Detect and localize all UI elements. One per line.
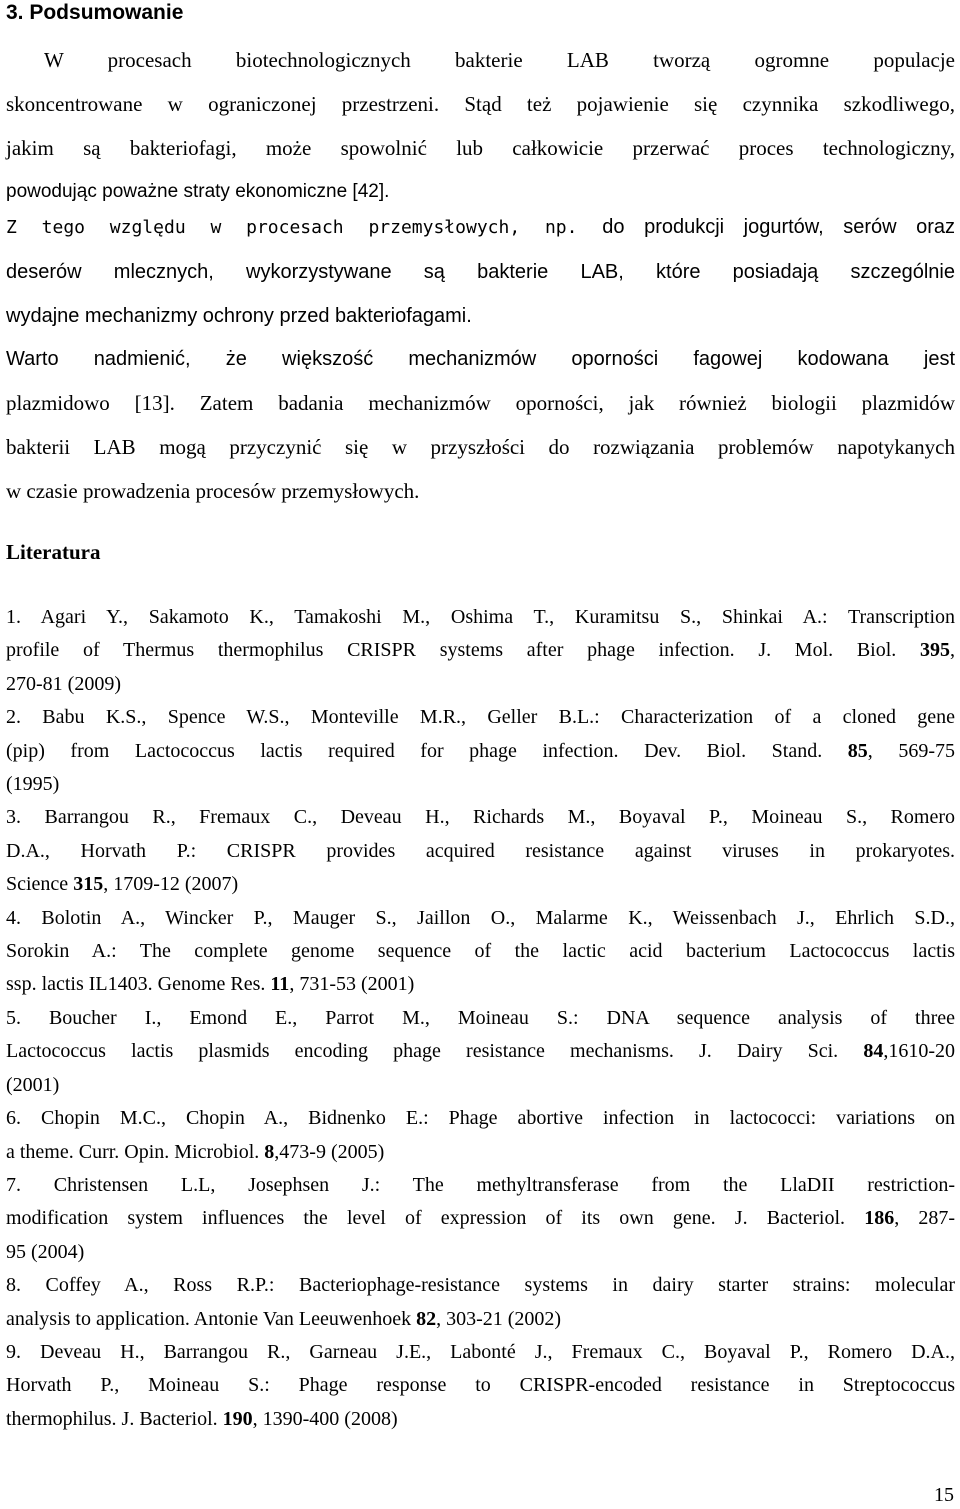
reference-line [6,801,955,834]
reference-volume: 8 [264,1140,275,1163]
reference-text: analysis to application. Antonie Van Leeuwenhoek [6,1307,417,1330]
reference-item [6,1102,955,1169]
reference-text: ,473-9 (2005) [274,1140,385,1163]
reference-text: 9. Deveau H., Barrangou R., Garneau J.E., Labonté J., Fremaux C., Boyaval P., Romero D.A., [6,1340,955,1363]
reference-line [6,935,955,968]
reference-volume: 84 [863,1040,884,1063]
reference-line [6,868,955,901]
reference-volume: 315 [73,873,104,896]
reference-text: D.A., Horvath P.: CRISPR provides acquired resistance against viruses in prokaryotes. [6,839,955,862]
reference-line [6,668,955,701]
paragraph-line: w czasie prowadzenia procesów przemysłowych. [6,479,420,503]
reference-text: (1995) [6,773,60,796]
reference-line [6,1169,955,1202]
reference-text: (pip) from Lactococcus lactis required for phage infection. Dev. Biol. Stand. [6,739,848,762]
reference-text: 8. Coffey A., Ross R.P.: Bacteriophage-resistance systems in dairy starter strains: molecular [6,1274,955,1297]
reference-line [6,1069,955,1102]
reference-line [6,835,955,868]
reference-text: thermophilus. J. Bacteriol. [6,1407,223,1430]
reference-text: 270-81 (2009) [6,672,121,695]
reference-line [6,1403,955,1436]
reference-text: 6. Chopin M.C., Chopin A., Bidnenko E.: Phage abortive infection in lactococci: variations on [6,1107,955,1130]
reference-text: , 1390-400 (2008) [252,1407,398,1430]
reference-text: modification system influences the level of expression of its own gene. J. Bacteriol. [6,1207,865,1230]
reference-item [6,1269,955,1336]
reference-text: Sorokin A.: The complete genome sequence of the lactic acid bacterium Lactococcus lactis [6,940,955,963]
paragraph-line: skoncentrowane w ograniczonej przestrzeni. Stąd też pojawienie się czynnika szkodliwego, [6,92,955,116]
paragraph-line: deserów mlecznych, wykorzystywane są bakterie LAB, które posiadają szczególnie [6,261,955,283]
paragraph-line: Warto nadmienić, że większość mechanizmów oporności fagowej kodowana jest [6,348,955,370]
reference-volume: 11 [270,973,290,996]
paragraph-line-mono: Z tego względu w procesach przemysłowych, np. [6,217,603,238]
reference-volume: 82 [416,1307,437,1330]
reference-line [6,1202,955,1235]
paragraph-line: W procesach biotechnologicznych bakterie LAB tworzą ogromne populacje [44,48,955,72]
reference-text: , 287- [894,1207,955,1230]
reference-text: 3. Barrangou R., Fremaux C., Deveau H., Richards M., Boyaval P., Moineau S., Romero [6,806,955,829]
reference-volume: 395 [920,639,950,662]
reference-line [6,902,955,935]
reference-list [6,601,955,1436]
reference-line [6,735,955,768]
reference-line [6,1236,955,1269]
paragraph-line: wydajne mechanizmy ochrony przed bakteriofagami. [6,305,472,327]
reference-line [6,701,955,734]
reference-volume: 186 [864,1207,895,1230]
reference-text: 7. Christensen L.L, Josephsen J.: The methyltransferase from the LlaDII restriction- [6,1173,955,1196]
reference-text: 95 (2004) [6,1240,85,1263]
reference-text: 2. Babu K.S., Spence W.S., Monteville M.R., Geller B.L.: Characterization of a cloned gene [6,706,955,729]
reference-text: profile of Thermus thermophilus CRISPR systems after phage infection. J. Mol. Biol. [6,639,920,662]
reference-text: a theme. Curr. Opin. Microbiol. [6,1140,265,1163]
paragraph-summary [6,38,955,214]
reference-line [6,634,955,667]
paragraph-line: plazmidowo [13]. Zatem badania mechanizmów oporności, jak również biologii plazmidów [6,391,955,415]
reference-item [6,701,955,801]
reference-text: ,1610-20 [883,1040,955,1063]
reference-item [6,1336,955,1436]
reference-line [6,968,955,1001]
reference-text: 4. Bolotin A., Wincker P., Mauger S., Jaillon O., Malarme K., Weissenbach J., Ehrlich S.D., [6,906,955,929]
page-number: 15 [934,1484,954,1506]
reference-text: 1. Agari Y., Sakamoto K., Tamakoshi M., Oshima T., Kuramitsu S., Shinkai A.: Transcription [6,606,955,628]
literature-heading: Literatura [6,540,101,564]
reference-text: , 731-53 (2001) [289,973,415,996]
reference-text: Science [6,873,74,896]
paragraph-line [6,205,955,250]
paragraph-line-rest: do produkcji jogurtów, serów oraz [602,216,955,238]
paragraph-line: jakim są bakteriofagi, może spowolnić lub całkowicie przerwać proces technologiczny, [6,136,955,160]
reference-text: , 303-21 (2002) [436,1307,562,1330]
reference-text: Lactococcus lactis plasmids encoding phage resistance mechanisms. J. Dairy Sci. [6,1040,864,1063]
reference-line [6,601,955,634]
reference-line [6,1303,955,1336]
paragraph-line: bakterii LAB mogą przyczynić się w przyszłości do rozwiązania problemów napotykanych [6,435,955,459]
reference-line [6,1035,955,1068]
reference-line [6,1269,955,1302]
reference-text: , 569-75 [867,739,955,762]
reference-text: Horvath P., Moineau S.: Phage response to CRISPR-encoded resistance in Streptococcus [6,1374,955,1397]
reference-line [6,1002,955,1035]
paragraph-line: powodując poważne straty ekonomiczne [42]. [6,181,390,202]
section-heading: 3. Podsumowanie [6,1,184,24]
reference-item [6,902,955,1002]
reference-text: ssp. lactis IL1403. Genome Res. [6,973,271,996]
reference-text: 5. Boucher I., Emond E., Parrot M., Moineau S.: DNA sequence analysis of three [6,1006,955,1029]
reference-volume: 85 [847,739,868,762]
reference-line [6,1336,955,1369]
reference-item [6,1002,955,1102]
reference-volume: 190 [222,1407,253,1430]
reference-line [6,768,955,801]
reference-item [6,601,955,701]
reference-item [6,1169,955,1269]
reference-item [6,801,955,901]
paragraph-plasmids [6,337,955,513]
reference-line [6,1102,955,1135]
reference-text: , [950,639,955,662]
reference-line [6,1136,955,1169]
reference-text: (2001) [6,1073,60,1096]
reference-text: , 1709-12 (2007) [103,873,239,896]
paragraph-industry [6,205,955,338]
reference-line [6,1369,955,1402]
